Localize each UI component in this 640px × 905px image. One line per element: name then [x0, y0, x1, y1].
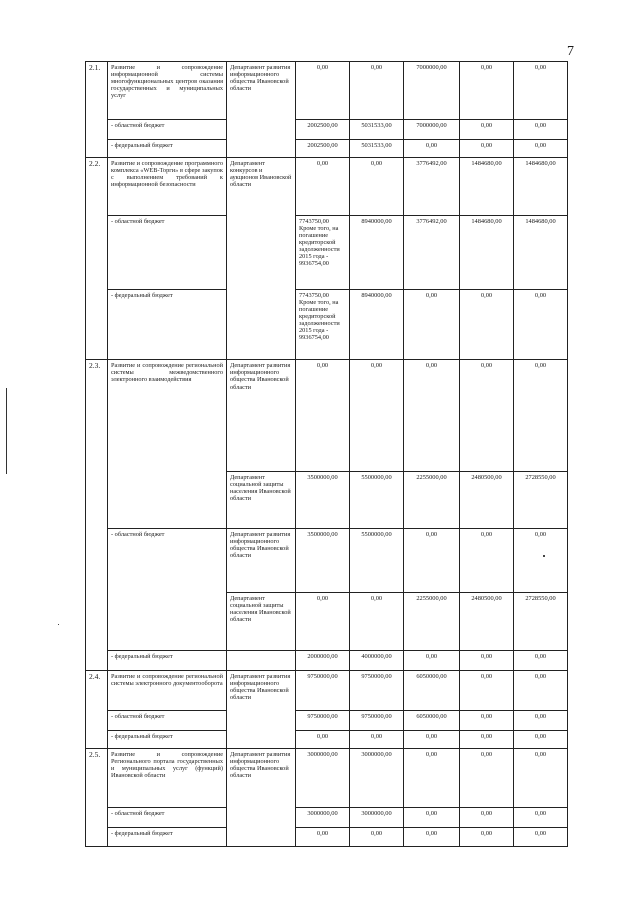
value-cell: 0,00	[350, 360, 404, 471]
department: Департамент социальной защиты населения Ивановской области	[227, 471, 296, 529]
value-cell: 1484680,00	[514, 158, 568, 216]
value-cell: 5500000,00	[350, 529, 404, 593]
budget-source-label: - областной бюджет	[108, 119, 227, 139]
value-cell: 4000000,00	[350, 650, 404, 670]
value-cell: 2002500,00	[296, 139, 350, 157]
value-cell: 0,00	[296, 593, 350, 651]
department: Департамент развития информационного общества Ивановской области	[227, 529, 296, 593]
value-cell: 0,00	[460, 62, 514, 120]
row-number: 2.1.	[86, 62, 108, 158]
value-cell: 0,00	[514, 289, 568, 360]
value-cell: 0,00	[404, 808, 460, 827]
table-row	[86, 808, 568, 827]
value-cell: 8940000,00	[350, 215, 404, 289]
activity-name: Развитие и сопровождение информационной системы многофункциональных центров оказания государственных и муниципальных услуг	[108, 62, 227, 120]
budget-source-label: - областной бюджет	[108, 808, 227, 827]
value-cell: 0,00	[460, 748, 514, 808]
budget-source-label: - федеральный бюджет	[108, 289, 227, 360]
activity-name: Развитие и сопровождение Регионального портала государственных и муниципальных услуг (функций) Ивановской области	[108, 748, 227, 808]
value-cell: 0,00	[404, 827, 460, 846]
value-cell: 3500000,00	[296, 471, 350, 529]
value-cell: 0,00	[404, 289, 460, 360]
value-cell: 0,00	[350, 730, 404, 748]
value-cell: 9750000,00	[350, 670, 404, 710]
value-cell: 0,00	[460, 650, 514, 670]
value-cell: 1484680,00	[460, 158, 514, 216]
value-cell: 3776492,00	[404, 158, 460, 216]
value-cell: 0,00	[296, 730, 350, 748]
table-row	[86, 158, 568, 216]
value-cell: 0,00	[404, 529, 460, 593]
value-cell: 8940000,00	[350, 289, 404, 360]
value-cell: 0,00	[350, 158, 404, 216]
department: Департамент развития информационного общества Ивановской области	[227, 360, 296, 471]
value-cell: 0,00	[460, 529, 514, 593]
value-cell: 9750000,00	[350, 711, 404, 730]
value-cell: 9750000,00	[296, 711, 350, 730]
value-cell: 7000000,00	[404, 119, 460, 139]
value-cell: 5031533,00	[350, 139, 404, 157]
value-cell: 3000000,00	[350, 808, 404, 827]
value-cell: 0,00	[460, 360, 514, 471]
value-cell: 3000000,00	[296, 808, 350, 827]
department: Департамент социальной защиты населения Ивановской области	[227, 593, 296, 651]
value-cell: 6050000,00	[404, 670, 460, 710]
activity-name: Развитие и сопровождение региональной системы электронного документооборота	[108, 670, 227, 710]
value-cell: 0,00	[514, 808, 568, 827]
table-row	[86, 711, 568, 730]
table-row	[86, 360, 568, 471]
value-cell: 2728550,00	[514, 593, 568, 651]
value-cell: 2728550,00	[514, 471, 568, 529]
row-number: 2.2.	[86, 158, 108, 360]
budget-source-label: - федеральный бюджет	[108, 730, 227, 748]
value-cell: 0,00	[514, 62, 568, 120]
table-row	[86, 289, 568, 360]
value-cell: 3500000,00	[296, 529, 350, 593]
value-cell: 0,00	[514, 139, 568, 157]
table-row	[86, 730, 568, 748]
value-cell: 3000000,00	[350, 748, 404, 808]
value-cell: 9750000,00	[296, 670, 350, 710]
value-cell: 0,00	[514, 711, 568, 730]
value-cell: 0,00	[460, 289, 514, 360]
value-cell: 0,00	[404, 650, 460, 670]
value-cell: 3776492,00	[404, 215, 460, 289]
value-cell: 0,00	[404, 730, 460, 748]
scan-speck	[58, 624, 59, 625]
value-cell: 0,00	[514, 119, 568, 139]
value-cell: 7000000,00	[404, 62, 460, 120]
activity-name: Развитие и сопровождение программного комплекса «WEB-Торги» в сфере закупок с выполнением требований к информационной безопасности	[108, 158, 227, 216]
activity-name: Развитие и сопровождение региональной системы межведомственного электронного взаимодействия	[108, 360, 227, 529]
table-row	[86, 748, 568, 808]
value-cell: 3000000,00	[296, 748, 350, 808]
table-row	[86, 529, 568, 593]
value-cell-with-note: 7743750,00 Кроме того, на погашение кредиторской задолженности 2015 года - 9936754,00	[296, 289, 350, 360]
value-cell: 0,00	[296, 62, 350, 120]
value-cell: 0,00	[514, 730, 568, 748]
value-cell: 0,00	[514, 748, 568, 808]
value-cell: 0,00	[350, 593, 404, 651]
department: Департамент развития информационного общества Ивановской области	[227, 670, 296, 748]
value-cell: 0,00	[296, 827, 350, 846]
page-number: 7	[567, 44, 574, 59]
value-cell: 0,00	[404, 748, 460, 808]
value-cell: 2000000,00	[296, 650, 350, 670]
budget-table	[85, 61, 568, 847]
table-row	[86, 827, 568, 846]
value-cell: 0,00	[404, 139, 460, 157]
budget-source-label: - областной бюджет	[108, 215, 227, 289]
budget-source-label: - федеральный бюджет	[108, 650, 227, 670]
value-cell: 0,00	[350, 62, 404, 120]
value-cell-with-note: 7743750,00 Кроме того, на погашение кредиторской задолженности 2015 года - 9936754,00	[296, 215, 350, 289]
row-number: 2.3.	[86, 360, 108, 671]
table-row	[86, 119, 568, 139]
scan-margin-mark	[6, 388, 7, 474]
value-cell: 5500000,00	[350, 471, 404, 529]
value-cell: 0,00	[460, 670, 514, 710]
budget-source-label: - областной бюджет	[108, 711, 227, 730]
value-cell: 0,00	[514, 650, 568, 670]
value-cell: 0,00	[460, 139, 514, 157]
department: Департамент конкурсов и аукционов Ивановской области	[227, 158, 296, 360]
table-row	[86, 62, 568, 120]
value-cell: 0,00	[514, 827, 568, 846]
value-cell: 2255000,00	[404, 471, 460, 529]
value-cell: 0,00	[514, 529, 568, 593]
row-number: 2.5.	[86, 748, 108, 846]
department-empty	[227, 650, 296, 670]
table-row	[86, 670, 568, 710]
value-cell: 0,00	[350, 827, 404, 846]
value-cell: 1484680,00	[514, 215, 568, 289]
department: Департамент развития информационного общества Ивановской области	[227, 748, 296, 846]
budget-source-label: - федеральный бюджет	[108, 139, 227, 157]
table-row	[86, 650, 568, 670]
value-cell: 0,00	[460, 808, 514, 827]
row-number: 2.4.	[86, 670, 108, 748]
table-row	[86, 215, 568, 289]
value-cell: 0,00	[404, 360, 460, 471]
value-cell: 2255000,00	[404, 593, 460, 651]
value-cell: 0,00	[514, 670, 568, 710]
budget-source-label: - областной бюджет	[108, 529, 227, 650]
budget-source-label: - федеральный бюджет	[108, 827, 227, 846]
value-cell: 0,00	[296, 158, 350, 216]
value-cell: 0,00	[460, 730, 514, 748]
value-cell: 0,00	[514, 360, 568, 471]
value-cell: 0,00	[460, 119, 514, 139]
value-cell: 2480500,00	[460, 471, 514, 529]
value-cell: 5031533,00	[350, 119, 404, 139]
table-row	[86, 139, 568, 157]
value-cell: 0,00	[460, 711, 514, 730]
value-cell: 0,00	[296, 360, 350, 471]
value-cell: 0,00	[460, 827, 514, 846]
department: Департамент развития информационного общества Ивановской области	[227, 62, 296, 158]
value-cell: 2480500,00	[460, 593, 514, 651]
value-cell: 1484680,00	[460, 215, 514, 289]
value-cell: 6050000,00	[404, 711, 460, 730]
value-cell: 2002500,00	[296, 119, 350, 139]
